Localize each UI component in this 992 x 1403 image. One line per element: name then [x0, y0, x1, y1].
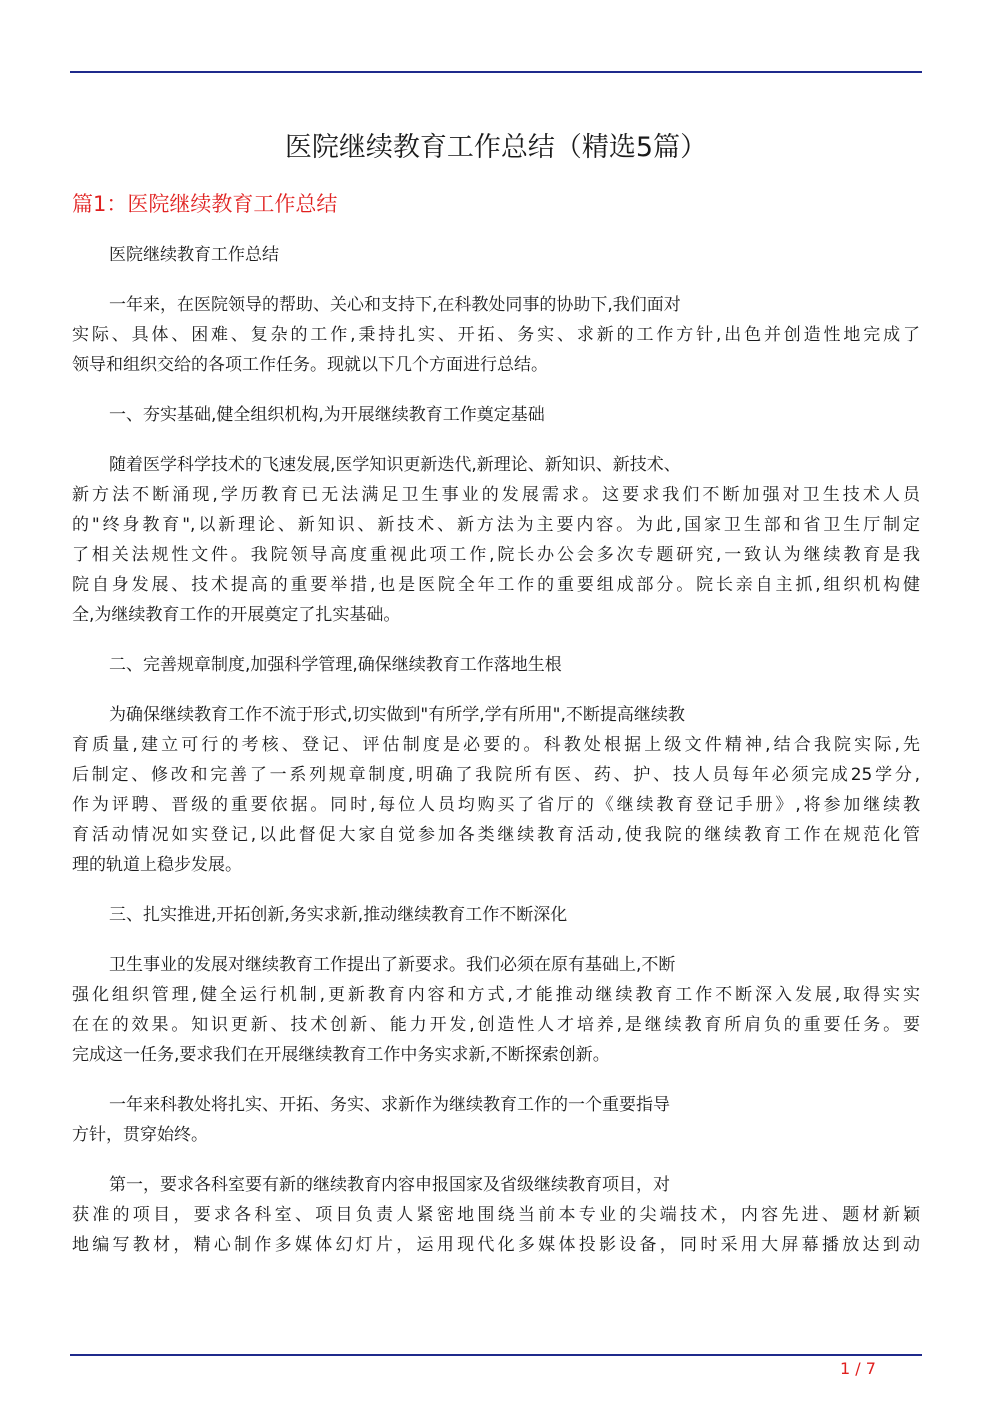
paragraph-line: 医院继续教育工作总结 — [109, 245, 279, 265]
paragraph-line: 一、夯实基础,健全组织机构,为开展继续教育工作奠定基础 — [109, 405, 545, 425]
paragraph-line: 育质量,建立可行的考核、登记、评估制度是必要的。科教处根据上级文件精神,结合我院实际,先 — [72, 735, 920, 755]
paragraph — [72, 1170, 920, 1260]
paragraph-line: 获准的项目，要求各科室、项目负责人紧密地围绕当前本专业的尖端技术，内容先进、题材新颖 — [72, 1205, 920, 1225]
header-rule — [70, 71, 922, 73]
document-title: 医院继续教育工作总结（精选5篇） — [284, 132, 708, 163]
paragraph-line: 地编写教材，精心制作多媒体幻灯片，运用现代化多媒体投影设备，同时采用大屏幕播放达到动 — [72, 1235, 920, 1255]
paragraph-line: 随着医学科学技术的飞速发展,医学知识更新迭代,新理论、新知识、新技术、 — [109, 455, 681, 475]
footer-rule — [70, 1354, 922, 1356]
paragraph-line: 一年来，在医院领导的帮助、关心和支持下,在科教处同事的协助下,我们面对 — [109, 295, 681, 315]
paragraph-line: 全,为继续教育工作的开展奠定了扎实基础。 — [72, 605, 401, 625]
paragraph-line: 二、完善规章制度,加强科学管理,确保继续教育工作落地生根 — [109, 655, 562, 675]
paragraph-line: 作为评聘、晋级的重要依据。同时,每位人员均购买了省厅的《继续教育登记手册》,将参加继续教 — [72, 795, 920, 815]
paragraph-line: 后制定、修改和完善了一系列规章制度,明确了我院所有医、药、护、技人员每年必须完成25学分, — [72, 765, 920, 785]
paragraph-line: 强化组织管理,健全运行机制,更新教育内容和方式,才能推动继续教育工作不断深入发展,取得实实 — [72, 985, 920, 1005]
paragraph — [72, 400, 920, 430]
paragraph-line: 的"终身教育",以新理论、新知识、新技术、新方法为主要内容。为此,国家卫生部和省卫生厅制定 — [72, 515, 920, 535]
paragraph — [72, 900, 920, 930]
paragraph-line: 第一，要求各科室要有新的继续教育内容申报国家及省级继续教育项目，对 — [109, 1175, 670, 1195]
paragraph-line: 院自身发展、技术提高的重要举措,也是医院全年工作的重要组成部分。院长亲自主抓,组织机构健 — [72, 575, 920, 595]
paragraph-line: 三、扎实推进,开拓创新,务实求新,推动继续教育工作不断深化 — [109, 905, 568, 925]
document-body — [72, 240, 920, 1280]
paragraph — [72, 700, 920, 880]
paragraph — [72, 950, 920, 1070]
paragraph — [72, 1090, 920, 1150]
paragraph-line: 完成这一任务,要求我们在开展继续教育工作中务实求新,不断探索创新。 — [72, 1045, 610, 1065]
paragraph-line: 育活动情况如实登记,以此督促大家自觉参加各类继续教育活动,使我院的继续教育工作在规范化管 — [72, 825, 920, 845]
paragraph-line: 实际、具体、困难、复杂的工作,秉持扎实、开拓、务实、求新的工作方针,出色并创造性地完成了 — [72, 325, 920, 345]
paragraph-line: 为确保继续教育工作不流于形式,切实做到"有所学,学有所用",不断提高继续教 — [109, 705, 685, 725]
paragraph-line: 领导和组织交给的各项工作任务。现就以下几个方面进行总结。 — [72, 355, 548, 375]
paragraph-line: 新方法不断涌现,学历教育已无法满足卫生事业的发展需求。这要求我们不断加强对卫生技术人员 — [72, 485, 920, 505]
paragraph-line: 一年来科教处将扎实、开拓、务实、求新作为继续教育工作的一个重要指导 — [109, 1095, 670, 1115]
paragraph — [72, 450, 920, 630]
section-title: 篇1：医院继续教育工作总结 — [72, 192, 338, 216]
paragraph-line: 理的轨道上稳步发展。 — [72, 855, 242, 875]
paragraph-line: 卫生事业的发展对继续教育工作提出了新要求。我们必须在原有基础上,不断 — [109, 955, 676, 975]
paragraph — [72, 290, 920, 380]
paragraph-line: 了相关法规性文件。我院领导高度重视此项工作,院长办公会多次专题研究,一致认为继续教育是我 — [72, 545, 920, 565]
paragraph — [72, 650, 920, 680]
page-number: 1 / 7 — [840, 1359, 876, 1378]
paragraph-line: 方针，贯穿始终。 — [72, 1125, 208, 1145]
paragraph — [72, 240, 920, 270]
paragraph-line: 在在的效果。知识更新、技术创新、能力开发,创造性人才培养,是继续教育所肩负的重要任务。要 — [72, 1015, 920, 1035]
